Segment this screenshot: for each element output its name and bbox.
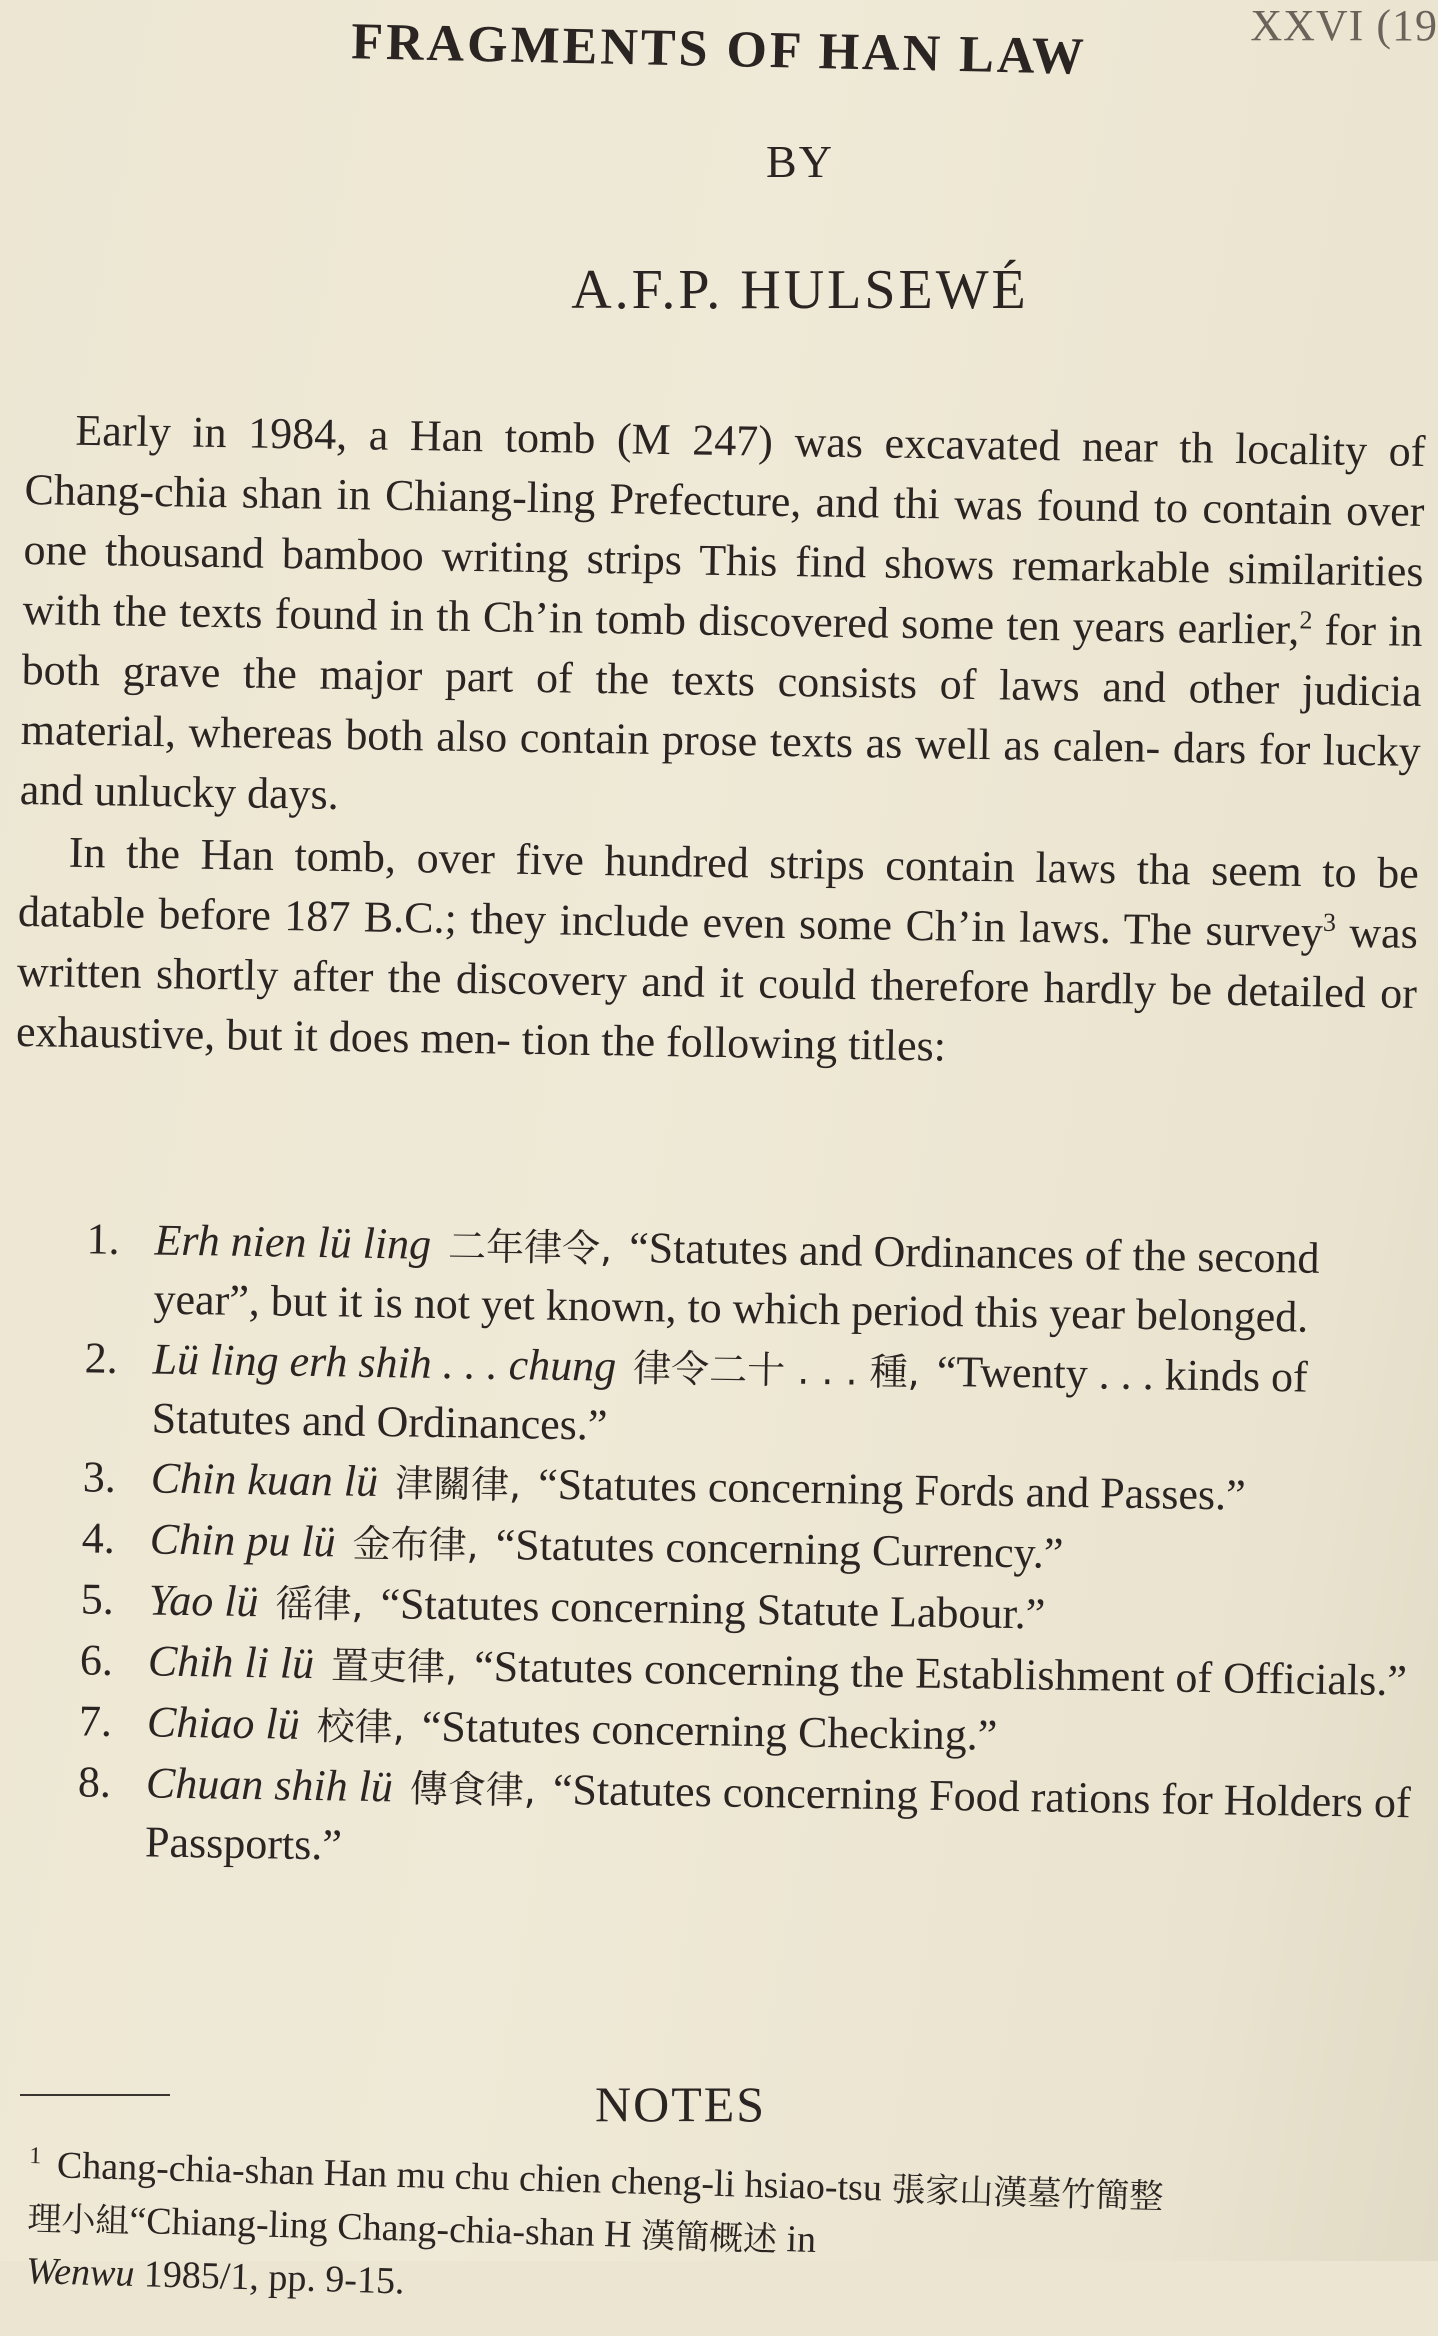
list-item-text: “Statutes concerning Currency.” xyxy=(495,1519,1064,1578)
list-item-text: “Statutes concerning Fords and Passes.” xyxy=(537,1459,1247,1520)
footnote-chinese: 理小組 xyxy=(26,2198,131,2242)
footnote-chinese: 張家山漢墓竹簡整 xyxy=(890,2169,1164,2218)
list-item-number: 7. xyxy=(78,1696,113,1746)
list-item-chinese: 律令二十 . . . 種, xyxy=(632,1346,921,1395)
footnote-ref-2[interactable]: 2 xyxy=(1299,605,1313,635)
list-item-text: “Statutes and Ordinances of the second year”, but it is not yet known, to which period this year belonged. xyxy=(153,1222,1320,1342)
paragraph-2-text-b: was written shortly after the discovery and it could therefore hardly be detailed or exhaustive, but it does men- tion the following titles: xyxy=(15,907,1419,1071)
footnote-divider xyxy=(20,2094,170,2096)
list-item-number: 2. xyxy=(84,1333,119,1383)
list-item-text: “Statutes concerning Statute Labour.” xyxy=(380,1579,1046,1639)
list-item xyxy=(50,1753,1422,1892)
list-item-chinese: 金布律, xyxy=(352,1521,480,1568)
list-item-number: 8. xyxy=(77,1757,112,1807)
paragraph-1-text-a: Early in 1984, a Han tomb (M 247) was excavated near th locality of Chang-chia shan in Chiang-ling Prefecture, and thi was found to contain over one thousand bamboo writing strips This find shows remarkable similarities with the texts found in th Ch’in tomb discovered some ten years earlier, xyxy=(22,405,1426,655)
list-item-chinese: 徭律, xyxy=(275,1581,364,1627)
list-item-text: “Statutes concerning Checking.” xyxy=(421,1701,998,1760)
footnote-number: 1 xyxy=(28,2142,42,2170)
body-text xyxy=(16,400,1426,1084)
paragraph-2-text-a: In the Han tomb, over five hundred strips contain laws tha seem to be datable before 187 B.C.; they include even some Ch’in laws. The survey xyxy=(17,827,1420,957)
paragraph-2 xyxy=(16,822,1420,1084)
list-item-text: “Twenty . . . kinds of Statutes and Ordinances.” xyxy=(151,1346,1309,1450)
list-item-chinese: 傳食律, xyxy=(409,1766,537,1813)
list-item-number: 1. xyxy=(86,1214,120,1264)
list-item-text: “Statutes concerning the Establishment of Officials.” xyxy=(473,1641,1408,1706)
article-title: FRAGMENTS OF HAN LAW xyxy=(350,13,1088,86)
footnote-text: “Chiang-ling Chang-chia-shan H xyxy=(128,2199,633,2256)
list-item-chinese: 置吏律, xyxy=(330,1643,458,1690)
paragraph-1 xyxy=(19,400,1425,842)
footnote-text: in xyxy=(785,2217,817,2261)
statute-titles-list xyxy=(50,1210,1430,1893)
list-item-transliteration: Chin pu lü xyxy=(149,1514,337,1567)
paragraph-1-text-b: for in both grave the major part of the texts consists of laws and other judicia material, whereas both also contain prose texts as well as calen- dars for lucky and unlucky days. xyxy=(19,605,1423,819)
list-item-chinese: 校律, xyxy=(316,1704,406,1750)
footnotes xyxy=(25,2130,1429,2336)
list-item-transliteration: Erh nien lü ling xyxy=(154,1215,432,1269)
footnote-ref-3[interactable]: 3 xyxy=(1322,907,1337,937)
footnote-chinese: 漢簡概述 xyxy=(640,2215,778,2260)
list-item-number: 5. xyxy=(80,1574,115,1624)
list-item-number: 6. xyxy=(79,1635,114,1685)
list-item-text: “Statutes concerning Food rations for Holders of Passports.” xyxy=(144,1764,1412,1870)
list-item-transliteration: Chin kuan lü xyxy=(150,1453,379,1507)
list-item-transliteration: Chih li lü xyxy=(147,1636,315,1689)
footnote-journal: Wenwu xyxy=(25,2249,136,2295)
list-item-transliteration: Chiao lü xyxy=(146,1697,301,1749)
footnote-text: Chang-chia-shan Han mu chu chien cheng-li hsiao-tsu xyxy=(56,2144,883,2210)
byline-label: BY xyxy=(766,136,834,187)
running-header-reference: XXVI (19 xyxy=(1250,1,1438,50)
list-item-transliteration: Chuan shih lü xyxy=(145,1758,394,1812)
list-item-number: 4. xyxy=(81,1513,116,1563)
list-item-chinese: 津關律, xyxy=(394,1461,522,1508)
article-author: A.F.P. HULSEWÉ xyxy=(571,259,1029,321)
list-item-transliteration: Yao lü xyxy=(148,1575,259,1627)
footnote-text: 1985/1, pp. 9-15. xyxy=(143,2252,406,2303)
notes-heading: NOTES xyxy=(595,2076,767,2132)
list-item-number: 3. xyxy=(82,1452,117,1502)
list-item-transliteration: Lü ling erh shih . . . chung xyxy=(152,1334,617,1391)
list-item xyxy=(56,1329,1428,1468)
list-item-chinese: 二年律令, xyxy=(447,1224,613,1271)
list-item xyxy=(58,1210,1430,1349)
